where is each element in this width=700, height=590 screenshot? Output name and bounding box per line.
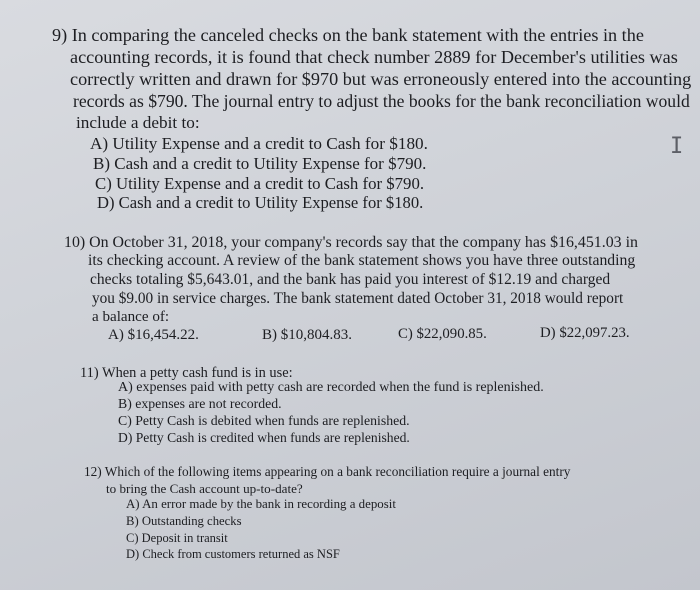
question-10-option-c: C) $22,090.85. (398, 326, 487, 342)
question-10-option-b: B) $10,804.83. (262, 327, 352, 343)
question-12-option-d: D) Check from customers returned as NSF (126, 547, 340, 561)
question-12-option-c: C) Deposit in transit (126, 531, 228, 545)
question-9-line-3: correctly written and drawn for $970 but was erroneously entered into the accounting (70, 69, 692, 89)
question-10-line-5: a balance of: (92, 309, 170, 325)
question-12-option-a: A) An error made by the bank in recording a deposit (126, 497, 396, 511)
question-10-option-a: A) $16,454.22. (108, 327, 199, 343)
question-11-option-c: C) Petty Cash is debited when funds are replenished. (118, 413, 410, 428)
question-9-option-d: D) Cash and a credit to Utility Expense for $180. (97, 193, 424, 212)
question-10-line-2: its checking account. A review of the bank statement shows you have three outstanding (88, 252, 636, 269)
question-11-option-d: D) Petty Cash is credited when funds are replenished. (118, 430, 410, 445)
question-10-line-3: checks totaling $5,643.01, and the bank has paid you interest of $12.19 and charged (90, 271, 611, 288)
question-12-line-1: 12) Which of the following items appearing on a bank reconciliation require a journal entry (84, 464, 571, 479)
question-10-line-1: 10) On October 31, 2018, your company's records say that the company has $16,451.03 in (64, 234, 638, 251)
question-12-option-b: B) Outstanding checks (126, 514, 242, 528)
question-10-line-4: you $9.00 in service charges. The bank statement dated October 31, 2018 would report (92, 290, 624, 307)
question-9-option-b: B) Cash and a credit to Utility Expense for $790. (93, 154, 427, 173)
question-9-option-c: C) Utility Expense and a credit to Cash for $790. (95, 174, 425, 193)
question-10-option-d: D) $22,097.23. (540, 325, 630, 341)
question-9-option-a: A) Utility Expense and a credit to Cash for $180. (90, 134, 428, 153)
question-11-option-a: A) expenses paid with petty cash are recorded when the fund is replenished. (118, 380, 544, 395)
question-11-line-1: 11) When a petty cash fund is in use: (80, 365, 293, 381)
text-cursor-icon: I (670, 134, 684, 159)
question-12-line-2: to bring the Cash account up-to-date? (106, 481, 303, 496)
question-11-option-b: B) expenses are not recorded. (118, 396, 282, 411)
question-9-line-4: records as $790. The journal entry to adjust the books for the bank reconciliation would (73, 91, 690, 111)
question-9-line-2: accounting records, it is found that check number 2889 for December's utilities was (70, 47, 678, 67)
question-9-line-1: 9) In comparing the canceled checks on the bank statement with the entries in the (52, 25, 644, 45)
question-9-line-5: include a debit to: (76, 113, 200, 132)
